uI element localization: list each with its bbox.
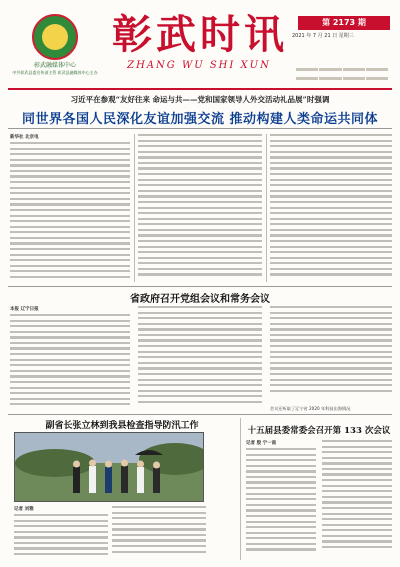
column-separator [240,418,241,560]
headline-rule [8,128,392,129]
lead-kicker: 习近平在参观“友好往来 命运与共——党和国家领导人外交活动礼品展”时强调 [70,95,330,104]
newspaper-title-pinyin: ZHANG WU SHI XUN [127,60,271,71]
section2-byline: 本报 辽宁日报 [10,307,39,312]
section2-end-note: 会议还听取了辽宁省 2020 年科技出海情况 [270,406,351,411]
lead-text-col-2 [138,134,262,279]
section3-byline: 记者 刘雅 [14,507,34,512]
newspaper-title: 彰武时讯 [112,11,288,58]
masthead-rule [8,88,392,90]
lead-byline: 新华社 北京电 [10,135,39,140]
column-separator [134,134,135,282]
flood-inspection-photo [14,432,204,502]
issue-date: 2021 年 7 月 21 日 星期三 [292,33,354,39]
section2-text-col-3 [270,306,392,395]
lead-headline: 同世界各国人民深化友谊加强交流 推动构建人类命运共同体 [21,112,379,127]
section2-text-col-2 [138,306,262,406]
logo-caption: 彰武融媒体中心 [33,62,76,69]
section-rule [8,414,392,415]
section4-byline: 记者 殷 宁一南 [246,441,277,446]
section-rule [8,286,392,287]
masthead [4,4,396,86]
issue-number: 第 2173 期 [298,16,390,30]
newspaper-logo-icon [32,14,78,60]
lead-text-col-3 [270,134,392,279]
sponsor-text: 中共彰武县委宣传部主管 彰武县融媒体中心主办 [12,70,98,75]
lead-text-col-1 [10,142,130,281]
section3-text-col-1 [14,514,108,559]
section4-text-col-2 [322,440,392,552]
section4-text-col-1 [246,448,316,554]
section-title-provincial-meeting: 省政府召开党组会议和常务会议 [130,294,270,305]
section3-text-col-2 [112,506,206,556]
section-title-standing-committee: 十五届县委常委会召开第 133 次会议 [247,426,391,436]
section2-text-col-1 [10,314,130,409]
section-title-flood-control: 副省长张立林到我县检查指导防汛工作 [45,421,199,431]
column-separator [266,134,267,282]
masthead-info-grid [296,66,388,82]
